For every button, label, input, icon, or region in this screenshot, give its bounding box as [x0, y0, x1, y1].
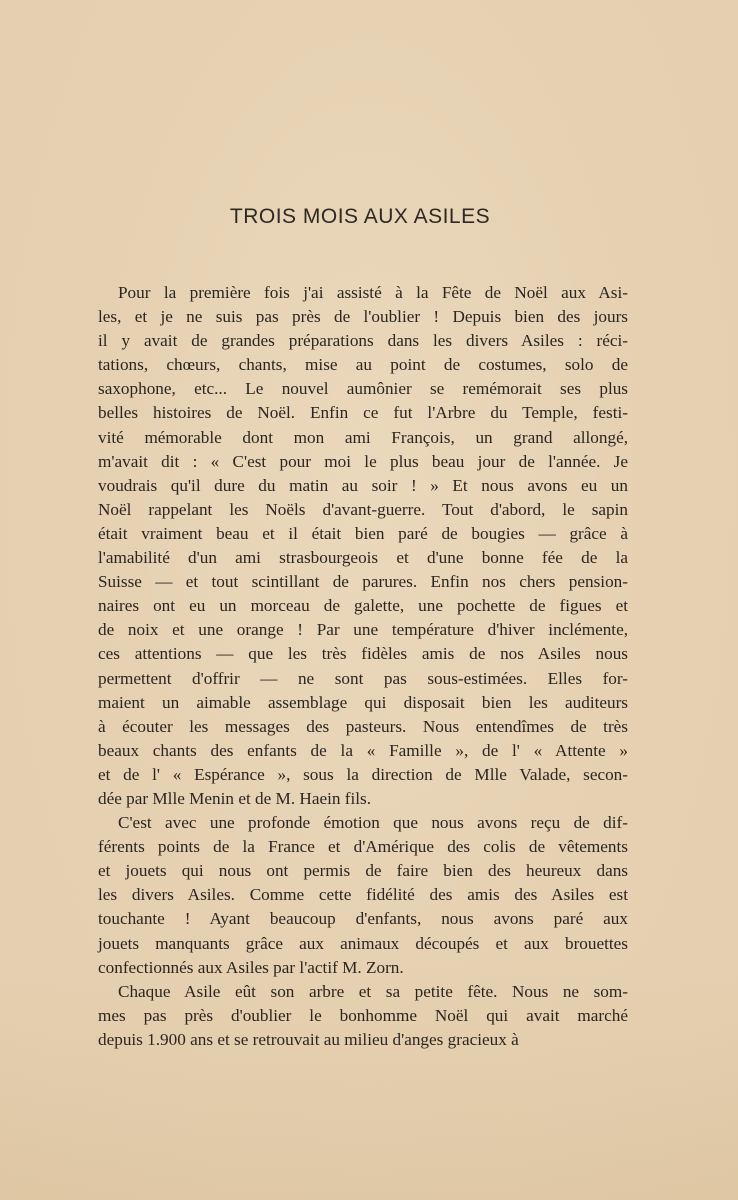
- text-line: tations, chœurs, chants, mise au point de costumes, solo de: [98, 355, 628, 375]
- page-title: TROIS MOIS AUX ASILES: [229, 205, 491, 228]
- text-line: il y avait de grandes préparations dans les divers Asiles : réci-: [98, 331, 628, 351]
- text-line: jouets manquants grâce aux animaux découpés et aux brouettes: [98, 933, 628, 953]
- text-line: depuis 1.900 ans et se retrouvait au milieu d'anges gracieux à: [98, 1029, 519, 1049]
- text-line: maient un aimable assemblage qui disposait bien les auditeurs: [98, 692, 628, 712]
- text-line: était vraiment beau et il était bien paré de bougies — grâce à: [98, 523, 628, 543]
- text-line: dée par Mlle Menin et de M. Haein fils.: [98, 788, 372, 808]
- text-line: touchante ! Ayant beaucoup d'enfants, nous avons paré aux: [98, 909, 628, 929]
- text-line: beaux chants des enfants de la « Famille », de l' « Attente »: [98, 740, 628, 760]
- text-line: mes pas près d'oublier le bonhomme Noël qui avait marché: [98, 1005, 628, 1025]
- text-line: Chaque Asile eût son arbre et sa petite fête. Nous ne som-: [118, 981, 628, 1001]
- text-line: saxophone, etc... Le nouvel aumônier se remémorait ses plus: [98, 379, 628, 399]
- paragraph: [98, 980, 628, 1052]
- text-line: à écouter les messages des pasteurs. Nous entendîmes de très: [98, 716, 628, 736]
- text-line: m'avait dit : « C'est pour moi le plus beau jour de l'année. Je: [98, 451, 628, 471]
- text-line: Suisse — et tout scintillant de parures. Enfin nos chers pension-: [98, 572, 628, 592]
- body-text: [98, 281, 628, 1052]
- paragraph: [98, 811, 628, 980]
- text-line: permettent d'offrir — ne sont pas sous-estimées. Elles for-: [98, 668, 628, 688]
- text-line: les divers Asiles. Comme cette fidélité des amis des Asiles est: [98, 885, 628, 905]
- text-line: et jouets qui nous ont permis de faire bien des heureux dans: [98, 861, 628, 881]
- text-line: voudrais qu'il dure du matin au soir ! » Et nous avons eu un: [98, 475, 628, 495]
- text-line: les, et je ne suis pas près de l'oublier ! Depuis bien des jours: [98, 307, 628, 327]
- text-line: Pour la première fois j'ai assisté à la Fête de Noël aux Asi-: [118, 283, 628, 302]
- text-line: vité mémorable dont mon ami François, un grand allongé,: [98, 427, 628, 447]
- text-line: C'est avec une profonde émotion que nous avons reçu de dif-: [118, 813, 628, 833]
- text-line: Noël rappelant les Noëls d'avant-guerre. Tout d'abord, le sapin: [98, 499, 628, 519]
- text-line: confectionnés aux Asiles par l'actif M. Zorn.: [98, 957, 404, 977]
- text-line: de noix et une orange ! Par une température d'hiver inclémente,: [98, 620, 628, 640]
- text-line: ces attentions — que les très fidèles amis de nos Asiles nous: [98, 644, 628, 664]
- text-line: belles histoires de Noël. Enfin ce fut l'Arbre du Temple, festi-: [98, 403, 628, 423]
- text-line: naires ont eu un morceau de galette, une pochette de figues et: [98, 596, 628, 616]
- text-line: férents points de la France et d'Amérique des colis de vêtements: [98, 837, 628, 857]
- text-line: l'amabilité d'un ami strasbourgeois et d'une bonne fée de la: [98, 548, 628, 568]
- paragraph: [98, 281, 628, 811]
- text-line: et de l' « Espérance », sous la direction de Mlle Valade, secon-: [98, 764, 628, 784]
